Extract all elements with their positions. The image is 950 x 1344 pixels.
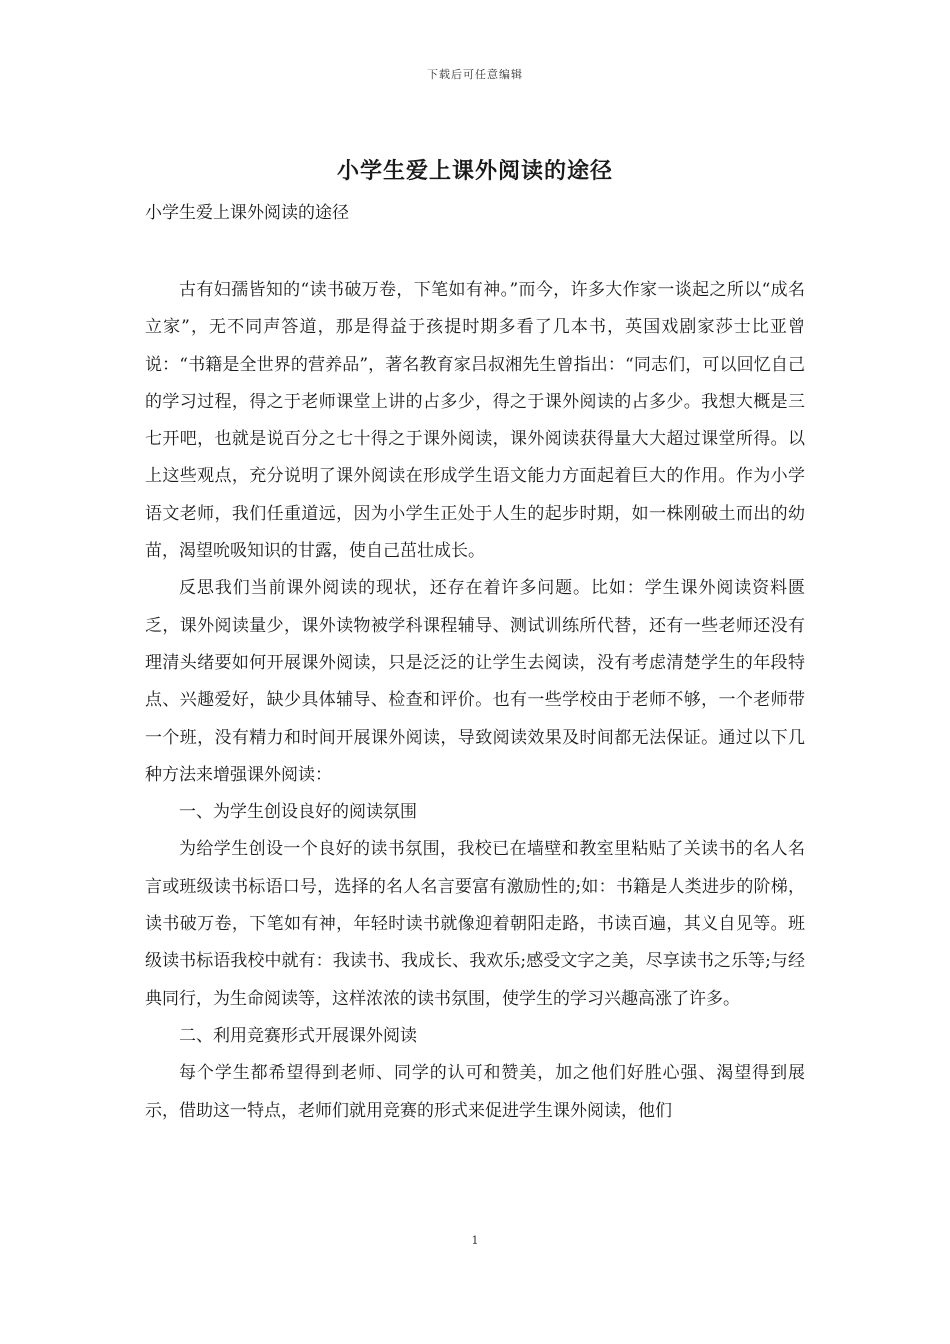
paragraph-atmosphere: 为给学生创设一个良好的读书氛围，我校已在墙壁和教室里粘贴了关读书的名人名言或班级读书标语口号，选择的名人名言要富有激励性的;如：书籍是人类进步的阶梯，读书破万卷，下笔如有神，年轻时读书就像迎着朝阳走路，书读百遍，其义自见等。班级读书标语我校中就有：我读书、我成长、我欢乐;感受文字之美，尽享读书之乐等;与经典同行，为生命阅读等，这样浓浓的读书氛围，使学生的学习兴趣高涨了许多。 xyxy=(145,839,805,1009)
paragraph-problems: 反思我们当前课外阅读的现状，还存在着许多问题。比如：学生课外阅读资料匮乏，课外阅读量少，课外读物被学科课程辅导、测试训练所代替，还有一些老师还没有理清头绪要如何开展课外阅读，只是泛泛的让学生去阅读，没有考虑清楚学生的年段特点、兴趣爱好，缺少具体辅导、检查和评价。也有一些学校由于老师不够，一个老师带一个班，没有精力和时间开展课外阅读，导致阅读效果及时间都无法保证。通过以下几种方法来增强课外阅读： xyxy=(145,578,805,785)
paragraph-competition: 每个学生都希望得到老师、同学的认可和赞美，加之他们好胜心强、渴望得到展示，借助这一特点，老师们就用竞赛的形式来促进学生课外阅读，他们 xyxy=(145,1063,805,1121)
section-heading-2: 二、利用竞赛形式开展课外阅读 xyxy=(179,1025,417,1046)
page-number: 1 xyxy=(471,1234,479,1247)
section-heading-1: 一、为学生创设良好的阅读氛围 xyxy=(179,802,417,823)
document-title: 小学生爱上课外阅读的途径 xyxy=(336,158,613,184)
paragraph-intro: 古有妇孺皆知的“读书破万卷，下笔如有神。”而今，许多大作家一谈起之所以“成名立家”，无不同声答道，那是得益于孩提时期多看了几本书，英国戏剧家莎士比亚曾说：“书籍是全世界的营养品”，著名教育家吕叔湘先生曾指出：“同志们，可以回忆自己的学习过程，得之于老师课堂上讲的占多少，得之于课外阅读的占多少。我想大概是三七开吧，也就是说百分之七十得之于课外阅读，课外阅读获得量大大超过课堂所得。以上这些观点，充分说明了课外阅读在形成学生语文能力方面起着巨大的作用。作为小学语文老师，我们任重道远，因为小学生正处于人生的起步时期，如一株刚破土而出的幼苗，渴望吮吸知识的甘露，使自己茁壮成长。 xyxy=(145,280,805,562)
page-header: 下载后可任意编辑 xyxy=(427,68,523,81)
document-subtitle: 小学生爱上课外阅读的途径 xyxy=(145,203,349,223)
document-body xyxy=(145,272,805,1130)
